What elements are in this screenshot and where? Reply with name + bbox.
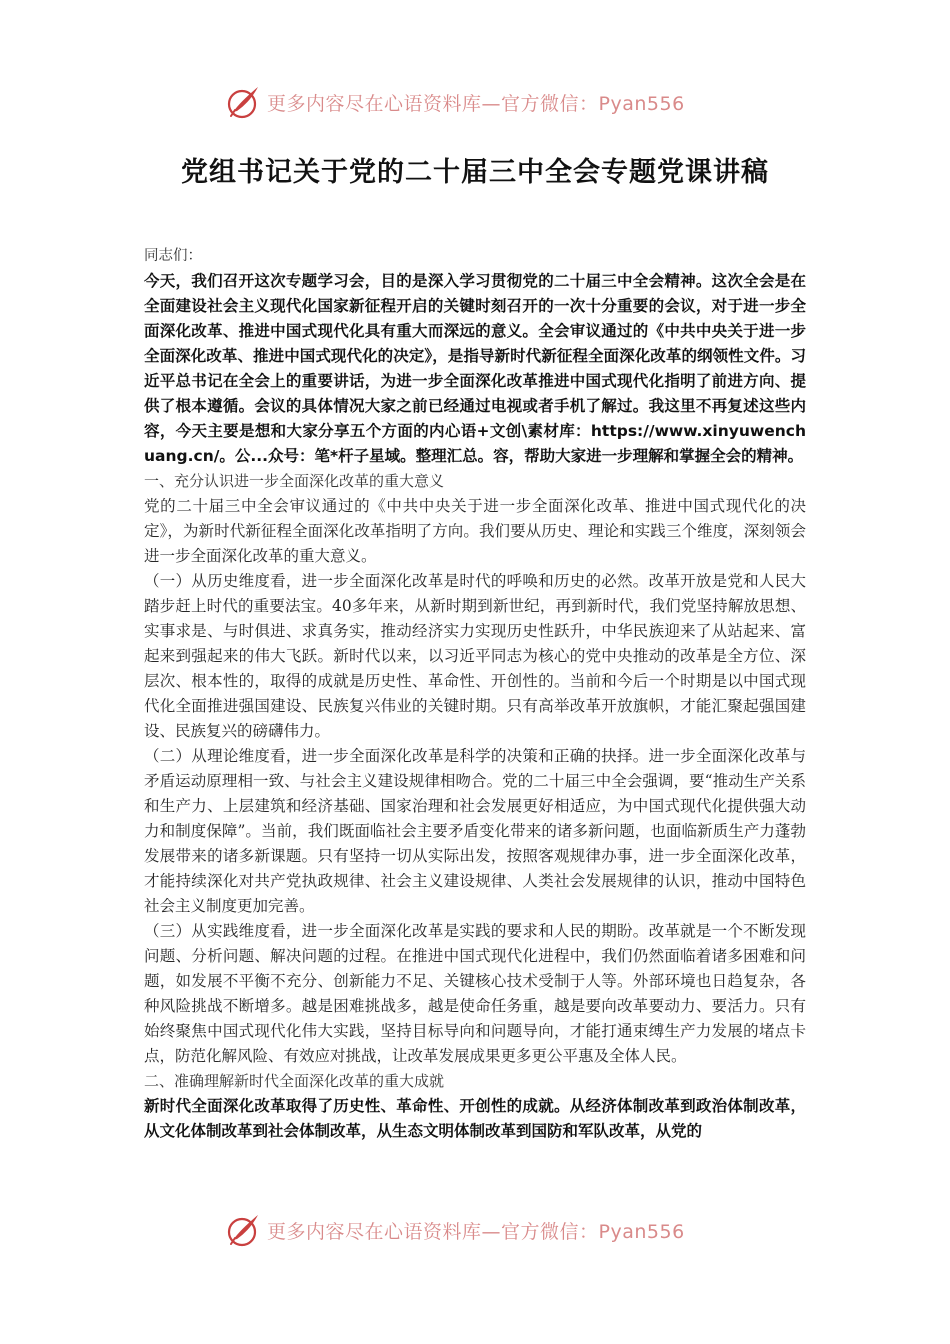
- section-heading-1: 一、充分认识进一步全面深化改革的重大意义: [144, 472, 445, 490]
- salutation: 同志们：: [144, 248, 202, 264]
- section-1-paragraph-theory: （二）从理论维度看，进一步全面深化改革是科学的决策和正确的抉择。进一步全面深化改革与矛盾运动原理相一致、与社会主义建设规律相吻合。党的二十届三中全会强调，要“推动生产关系和生产力、上层建筑和经济基础、国家治理和社会发展更好相适应，为中国式现代化提供强大动力和制度保障”。当前，我们既面临社会主要矛盾变化带来的诸多新问题，也面临新质生产力蓬勃发展带来的诸多新课题。只有坚持一切从实际出发，按照客观规律办事，进一步全面深化改革，才能持续深化对共产党执政规律、社会主义建设规律、人类社会发展规律的认识，推动中国特色社会主义制度更加完善。: [144, 747, 806, 915]
- section-1-intro-paragraph: 党的二十届三中全会审议通过的《中共中央关于进一步全面深化改革、推进中国式现代化的决定》，为新时代新征程全面深化改革指明了方向。我们要从历史、理论和实践三个维度，深刻领会进一步全面深化改革的重大意义。: [144, 497, 806, 565]
- document-title: 党组书记关于党的二十届三中全会专题党课讲稿: [181, 157, 769, 188]
- watermark-banner-bottom: [225, 1210, 725, 1250]
- watermark-banner-top: [225, 82, 725, 122]
- section-1-paragraph-practice: （三）从实践维度看，进一步全面深化改革是实践的要求和人民的期盼。改革就是一个不断发现问题、分析问题、解决问题的过程。在推进中国式现代化进程中，我们仍然面临着诸多困难和问题，如发展不平衡不充分、创新能力不足、关键核心技术受制于人等。外部环境也日趋复杂，各种风险挑战不断增多。越是困难挑战多，越是使命任务重，越是要向改革要动力、要活力。只有始终聚焦中国式现代化伟大实践，坚持目标导向和问题导向，才能打通束缚生产力发展的堵点卡点，防范化解风险、有效应对挑战，让改革发展成果更多更公平惠及全体人民。: [144, 922, 806, 1065]
- section-2-intro-paragraph: 新时代全面深化改革取得了历史性、革命性、开创性的成就。从经济体制改革到政治体制改革，从文化体制改革到社会体制改革，从生态文明体制改革到国防和军队改革，从党的: [144, 1097, 806, 1140]
- quill-logo-icon: [225, 1212, 261, 1248]
- watermark-text: 更多内容尽在心语资料库—官方微信：Pyan556: [267, 1220, 685, 1243]
- quill-logo-icon: [225, 84, 261, 120]
- section-heading-2: 二、准确理解新时代全面深化改革的重大成就: [144, 1072, 445, 1090]
- watermark-text: 更多内容尽在心语资料库—官方微信：Pyan556: [267, 92, 685, 115]
- section-1-paragraph-history: （一）从历史维度看，进一步全面深化改革是时代的呼唤和历史的必然。改革开放是党和人民大踏步赶上时代的重要法宝。40多年来，从新时期到新世纪，再到新时代，我们党坚持解放思想、实事求是、与时俱进、求真务实，推动经济实力实现历史性跃升，中华民族迎来了从站起来、富起来到强起来的伟大飞跃。新时代以来，以习近平同志为核心的党中央推动的改革是全方位、深层次、根本性的，取得的成就是历史性、革命性、开创性的。当前和今后一个时期是以中国式现代化全面推进强国建设、民族复兴伟业的关键时期。只有高举改革开放旗帜，才能汇聚起强国建设、民族复兴的磅礴伟力。: [144, 572, 806, 740]
- document-body: [144, 244, 806, 1144]
- intro-paragraph: 今天，我们召开这次专题学习会，目的是深入学习贯彻党的二十届三中全会精神。这次全会是在全面建设社会主义现代化国家新征程开启的关键时刻召开的一次十分重要的会议，对于进一步全面深化改革、推进中国式现代化具有重大而深远的意义。全会审议通过的《中共中央关于进一步全面深化改革、推进中国式现代化的决定》，是指导新时代新征程全面深化改革的纲领性文件。习近平总书记在全会上的重要讲话，为进一步全面深化改革推进中国式现代化指明了前进方向、提供了根本遵循。会议的具体情况大家之前已经通过电视或者手机了解过。我这里不再复述这些内容，今天主要是想和大家分享五个方面的内心语+文创\素材库：https://www.xinyuwenchuang.cn/。公...众号：笔*杆子星域。整理汇总。容，帮助大家进一步理解和掌握全会的精神。: [144, 272, 806, 465]
